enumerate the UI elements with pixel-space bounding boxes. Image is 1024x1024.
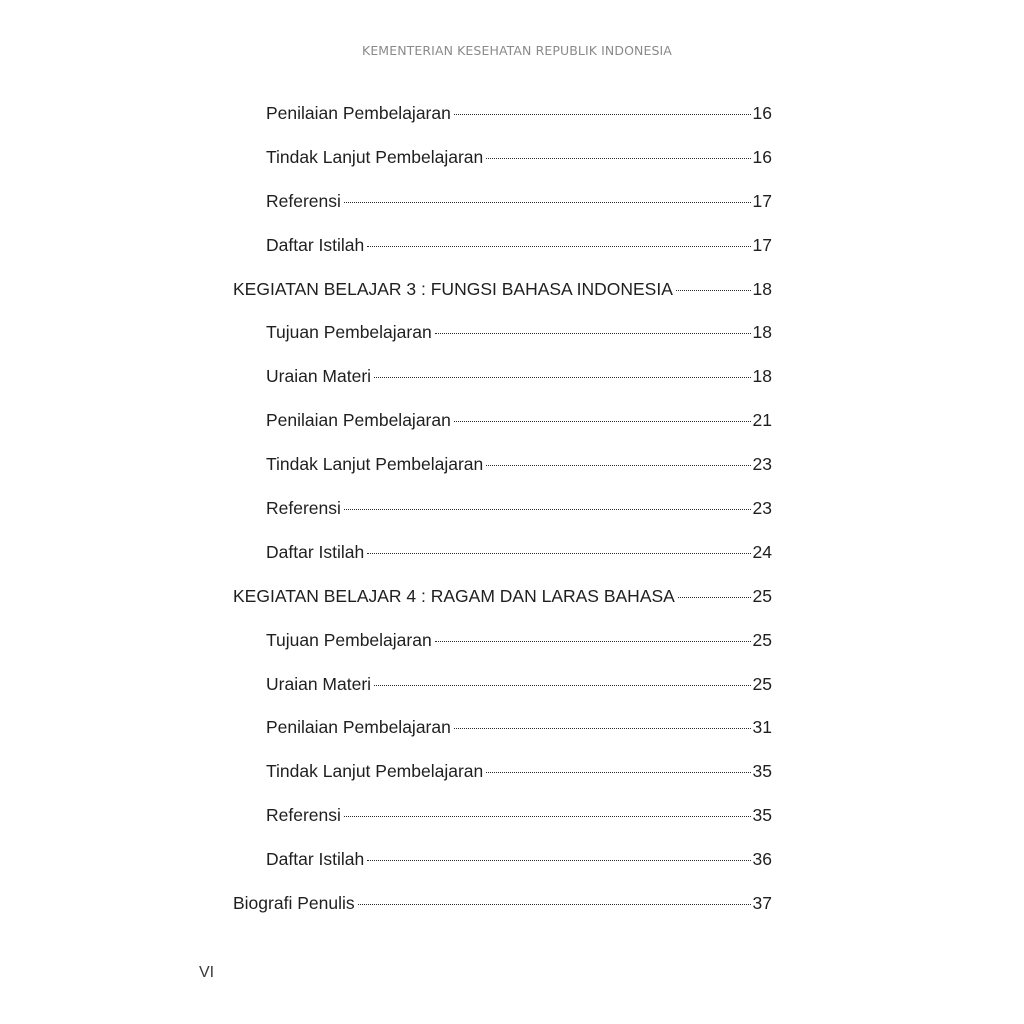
toc-entry[interactable] [233, 714, 772, 758]
toc-entry-page: 18 [752, 322, 772, 343]
toc-entry-page: 16 [752, 146, 772, 167]
toc-dot-leader [486, 158, 750, 159]
toc-dot-leader [435, 641, 751, 642]
toc-entry-page: 23 [752, 454, 772, 475]
toc-entry-title: Referensi [266, 805, 341, 826]
toc-dot-leader [676, 290, 751, 291]
toc-entry-title: Tindak Lanjut Pembelajaran [266, 761, 484, 782]
toc-entry-title: KEGIATAN BELAJAR 3 : FUNGSI BAHASA INDONESIA [233, 278, 673, 299]
toc-dot-leader [678, 597, 751, 598]
toc-entry-title: Tujuan Pembelajaran [266, 322, 432, 343]
toc-entry[interactable] [233, 363, 772, 407]
toc-dot-leader [367, 860, 750, 861]
toc-entry-page: 36 [752, 849, 772, 870]
toc-entry-page: 35 [752, 761, 772, 782]
toc-entry-title: Penilaian Pembelajaran [266, 717, 451, 738]
toc-entry-page: 24 [752, 541, 772, 562]
toc-chapter-entry[interactable] [233, 276, 772, 320]
toc-dot-leader [486, 465, 750, 466]
toc-entry-page: 37 [752, 893, 772, 914]
toc-chapter-entry[interactable] [233, 583, 772, 627]
toc-entry-page: 25 [752, 585, 772, 606]
toc-entry-title: Daftar Istilah [266, 541, 365, 562]
toc-entry-title: Tindak Lanjut Pembelajaran [266, 454, 484, 475]
page-number: VI [199, 964, 215, 981]
toc-entry[interactable] [233, 539, 772, 583]
toc-entry-title: Uraian Materi [266, 673, 372, 694]
toc-entry[interactable] [233, 758, 772, 802]
toc-chapter-entry[interactable] [233, 890, 772, 934]
toc-dot-leader [358, 904, 751, 905]
toc-entry-page: 18 [752, 366, 772, 387]
toc-entry[interactable] [233, 451, 772, 495]
toc-entry[interactable] [233, 627, 772, 671]
toc-dot-leader [344, 816, 751, 817]
toc-entry[interactable] [233, 188, 772, 232]
toc-entry[interactable] [233, 671, 772, 715]
toc-entry-title: Penilaian Pembelajaran [266, 103, 451, 123]
toc-entry[interactable] [233, 495, 772, 539]
toc-entry-page: 25 [752, 629, 772, 650]
toc-entry-title: KEGIATAN BELAJAR 4 : RAGAM DAN LARAS BAHASA [233, 585, 675, 606]
toc-entry[interactable] [233, 846, 772, 890]
toc-entry[interactable] [233, 232, 772, 276]
toc-entry-title: Tujuan Pembelajaran [266, 629, 432, 650]
toc-dot-leader [374, 377, 750, 378]
toc-entry-page: 35 [752, 805, 772, 826]
toc-entry[interactable] [233, 407, 772, 451]
toc-entry-title: Daftar Istilah [266, 234, 365, 255]
toc-dot-leader [367, 246, 750, 247]
toc-entry[interactable] [233, 802, 772, 846]
toc-entry-title: Tindak Lanjut Pembelajaran [266, 146, 484, 167]
toc-entry-page: 25 [752, 673, 772, 694]
toc-dot-leader [344, 202, 751, 203]
toc-dot-leader [374, 685, 750, 686]
running-header: KEMENTERIAN KESEHATAN REPUBLIK INDONESIA [362, 43, 672, 58]
toc-entry-title: Referensi [266, 498, 341, 519]
toc-entry-title: Daftar Istilah [266, 849, 365, 870]
toc-entry-title: Biografi Penulis [233, 893, 355, 914]
toc-entry[interactable] [233, 144, 772, 188]
toc-entry[interactable] [233, 319, 772, 363]
toc-dot-leader [454, 421, 751, 422]
toc-entry-title: Referensi [266, 190, 341, 211]
toc-entry-title: Penilaian Pembelajaran [266, 410, 451, 431]
toc-dot-leader [435, 333, 751, 334]
toc-dot-leader [454, 728, 751, 729]
toc-entry-page: 17 [752, 234, 772, 255]
toc-entry-page: 18 [752, 278, 772, 299]
toc-entry-page: 17 [752, 190, 772, 211]
toc-entry-page: 23 [752, 498, 772, 519]
toc-dot-leader [454, 114, 751, 115]
toc-entry-page: 16 [752, 103, 772, 123]
table-of-contents [233, 100, 772, 934]
toc-entry-title: Uraian Materi [266, 366, 372, 387]
toc-dot-leader [367, 553, 750, 554]
toc-entry-page: 21 [752, 410, 772, 431]
toc-dot-leader [344, 509, 751, 510]
toc-entry-page: 31 [752, 717, 772, 738]
toc-dot-leader [486, 772, 750, 773]
toc-entry[interactable] [233, 100, 772, 144]
